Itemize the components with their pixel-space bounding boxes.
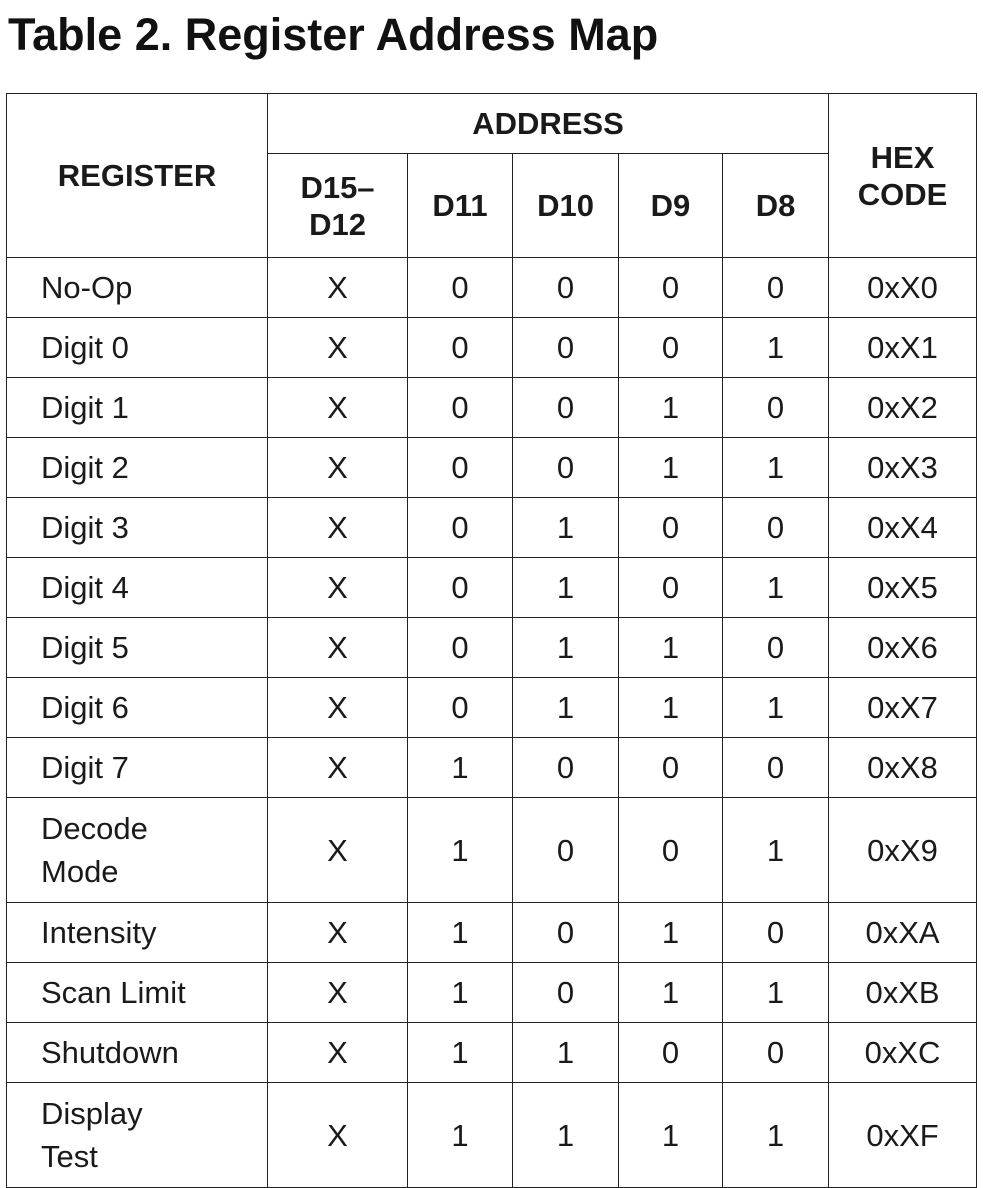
hex-code-cell: 0xX4 [829, 498, 977, 558]
table-row [7, 738, 977, 798]
register-name-text: Decode [41, 811, 148, 846]
table-row [7, 1083, 977, 1188]
bit-header-line1: D15– [300, 169, 375, 205]
bit-value-cell: 0 [513, 318, 619, 378]
register-name-text: Digit 4 [41, 570, 129, 605]
table-row [7, 963, 977, 1023]
bit-header-line2: D12 [309, 206, 366, 242]
hex-code-cell: 0xXB [829, 963, 977, 1023]
bit-value-cell: 1 [723, 1083, 829, 1188]
register-column-header [7, 94, 268, 258]
bit-header-d15-d12 [268, 154, 408, 258]
register-name-text: Scan Limit [41, 975, 186, 1010]
register-name-cell [7, 558, 268, 618]
bit-value-cell: X [268, 318, 408, 378]
hex-code-cell: 0xX2 [829, 378, 977, 438]
bit-value-cell: 1 [408, 903, 513, 963]
bit-value-cell: 0 [408, 498, 513, 558]
address-group-header [268, 94, 829, 154]
hex-code-cell: 0xX8 [829, 738, 977, 798]
bit-value-cell: 1 [513, 618, 619, 678]
bit-value-cell: X [268, 258, 408, 318]
bit-value-cell: 0 [408, 678, 513, 738]
register-name-cell [7, 498, 268, 558]
bit-value-cell: X [268, 903, 408, 963]
table-row [7, 618, 977, 678]
table-body [7, 258, 977, 1188]
bit-value-cell: 0 [723, 498, 829, 558]
register-name-text: Digit 7 [41, 750, 129, 785]
hex-code-cell: 0xX3 [829, 438, 977, 498]
register-name-cell [7, 1023, 268, 1083]
register-name-cell [7, 678, 268, 738]
bit-value-cell: X [268, 738, 408, 798]
table-row [7, 378, 977, 438]
register-name-cell [7, 738, 268, 798]
register-name-cell [7, 258, 268, 318]
bit-value-cell: X [268, 798, 408, 903]
bit-value-cell: 0 [408, 438, 513, 498]
hex-code-cell: 0xXC [829, 1023, 977, 1083]
bit-value-cell: 1 [723, 318, 829, 378]
register-name-cell [7, 798, 268, 903]
register-name-text: Digit 2 [41, 450, 129, 485]
register-header-label: REGISTER [57, 158, 217, 193]
table-row [7, 903, 977, 963]
table-row [7, 1023, 977, 1083]
register-name-cell [7, 318, 268, 378]
hex-code-cell: 0xX6 [829, 618, 977, 678]
hex-code-cell: 0xX1 [829, 318, 977, 378]
table-row [7, 258, 977, 318]
bit-value-cell: 0 [723, 258, 829, 318]
table-title: Table 2. Register Address Map [8, 9, 659, 60]
bit-value-cell: 1 [408, 1023, 513, 1083]
register-name-cell [7, 963, 268, 1023]
register-address-table [6, 93, 977, 1188]
register-name-cell [7, 618, 268, 678]
register-name-text: Digit 6 [41, 690, 129, 725]
hex-header-line1: HEX [870, 139, 935, 175]
bit-value-cell: 0 [619, 798, 723, 903]
bit-header-d8 [723, 154, 829, 258]
bit-value-cell: X [268, 618, 408, 678]
bit-value-cell: 1 [619, 903, 723, 963]
table-row [7, 498, 977, 558]
register-name-cell [7, 1083, 268, 1188]
hex-code-cell: 0xXA [829, 903, 977, 963]
bit-header-label: D8 [755, 188, 796, 223]
bit-value-cell: 0 [408, 618, 513, 678]
hex-code-cell: 0xX0 [829, 258, 977, 318]
hex-code-cell: 0xX9 [829, 798, 977, 903]
bit-value-cell: 0 [408, 558, 513, 618]
bit-value-cell: 0 [408, 258, 513, 318]
bit-value-cell: 1 [723, 438, 829, 498]
bit-value-cell: 1 [513, 498, 619, 558]
bit-value-cell: 0 [408, 318, 513, 378]
bit-header-d10 [513, 154, 619, 258]
register-name-cell [7, 378, 268, 438]
bit-value-cell: 0 [723, 738, 829, 798]
bit-value-cell: 0 [513, 738, 619, 798]
bit-value-cell: 0 [723, 618, 829, 678]
register-name-text: Test [41, 1139, 98, 1174]
bit-value-cell: 0 [619, 1023, 723, 1083]
register-name-text: Intensity [41, 915, 157, 950]
bit-value-cell: X [268, 963, 408, 1023]
register-name-text: Digit 5 [41, 630, 129, 665]
bit-value-cell: 0 [619, 558, 723, 618]
address-header-label: ADDRESS [472, 106, 624, 141]
bit-value-cell: 0 [723, 903, 829, 963]
bit-value-cell: 1 [408, 798, 513, 903]
register-name-cell [7, 903, 268, 963]
bit-value-cell: 0 [408, 378, 513, 438]
bit-value-cell: 1 [408, 1083, 513, 1188]
bit-value-cell: 0 [513, 903, 619, 963]
bit-value-cell: 1 [408, 963, 513, 1023]
table-row [7, 798, 977, 903]
hex-code-cell: 0xX7 [829, 678, 977, 738]
register-name-text: Display [41, 1096, 143, 1131]
bit-header-d11 [408, 154, 513, 258]
register-name-text: Digit 0 [41, 330, 129, 365]
bit-value-cell: X [268, 558, 408, 618]
bit-value-cell: 0 [723, 378, 829, 438]
bit-value-cell: 0 [513, 963, 619, 1023]
bit-value-cell: 0 [513, 798, 619, 903]
bit-value-cell: 0 [619, 318, 723, 378]
bit-value-cell: 1 [619, 678, 723, 738]
bit-value-cell: X [268, 438, 408, 498]
bit-value-cell: 1 [619, 378, 723, 438]
hex-code-cell: 0xX5 [829, 558, 977, 618]
bit-header-label: D9 [650, 188, 691, 223]
bit-value-cell: 1 [619, 1083, 723, 1188]
table-row [7, 318, 977, 378]
bit-value-cell: 1 [723, 963, 829, 1023]
table-row [7, 678, 977, 738]
register-name-text: Digit 1 [41, 390, 129, 425]
bit-value-cell: 0 [619, 738, 723, 798]
bit-value-cell: 0 [513, 438, 619, 498]
bit-value-cell: 1 [513, 678, 619, 738]
bit-value-cell: X [268, 678, 408, 738]
register-name-text: Mode [41, 854, 119, 889]
bit-value-cell: 1 [723, 678, 829, 738]
bit-value-cell: 1 [513, 1023, 619, 1083]
bit-value-cell: 1 [619, 618, 723, 678]
bit-value-cell: 0 [513, 378, 619, 438]
register-name-text: Digit 3 [41, 510, 129, 545]
bit-value-cell: 1 [723, 798, 829, 903]
header-row-top [7, 94, 977, 154]
table-row [7, 438, 977, 498]
bit-value-cell: 1 [513, 558, 619, 618]
bit-value-cell: 1 [619, 438, 723, 498]
bit-value-cell: 1 [723, 558, 829, 618]
bit-value-cell: 0 [619, 498, 723, 558]
bit-value-cell: 1 [619, 963, 723, 1023]
register-name-text: Shutdown [41, 1035, 179, 1070]
bit-header-d9 [619, 154, 723, 258]
bit-header-label: D11 [432, 188, 488, 223]
bit-value-cell: 0 [619, 258, 723, 318]
bit-value-cell: 0 [513, 258, 619, 318]
bit-value-cell: 1 [513, 1083, 619, 1188]
bit-header-label: D10 [537, 188, 594, 223]
hex-code-cell: 0xXF [829, 1083, 977, 1188]
register-name-text: No-Op [41, 270, 133, 305]
bit-value-cell: X [268, 498, 408, 558]
bit-value-cell: X [268, 1023, 408, 1083]
bit-value-cell: 1 [408, 738, 513, 798]
table-row [7, 558, 977, 618]
bit-value-cell: 0 [723, 1023, 829, 1083]
register-name-cell [7, 438, 268, 498]
hex-header-line2: CODE [857, 176, 948, 212]
bit-value-cell: X [268, 1083, 408, 1188]
bit-value-cell: X [268, 378, 408, 438]
hex-code-column-header [829, 94, 977, 258]
